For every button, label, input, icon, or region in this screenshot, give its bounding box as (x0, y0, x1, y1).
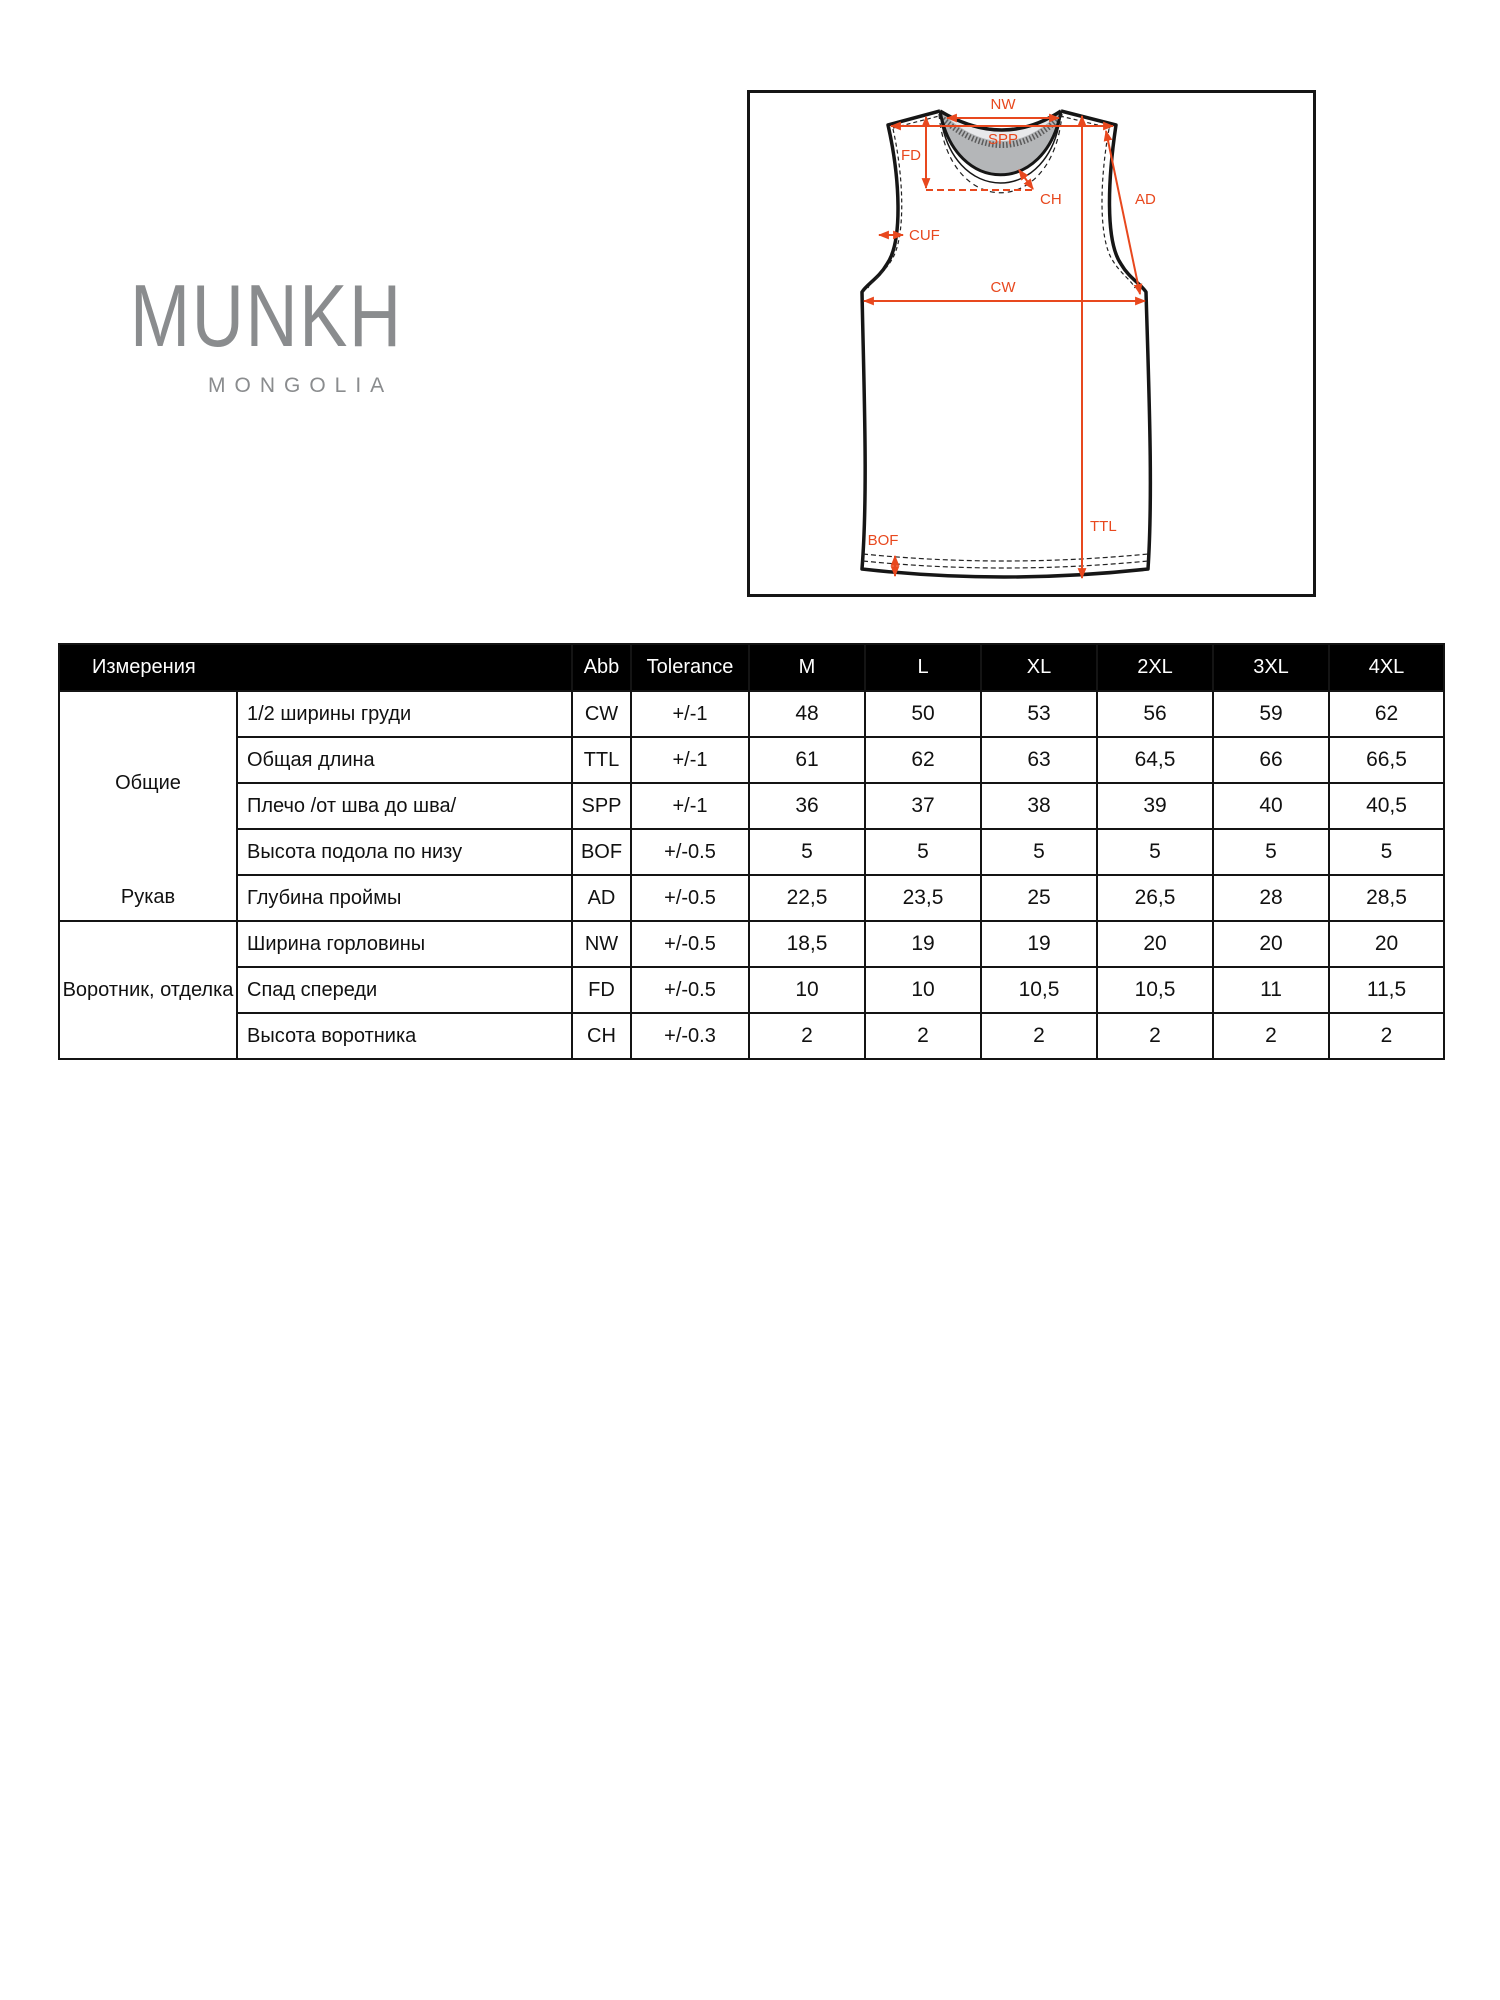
tank-top-illustration (750, 93, 1313, 594)
row-abb: TTL (572, 737, 631, 783)
size-value: 20 (1097, 921, 1213, 967)
size-value: 5 (1213, 829, 1329, 875)
size-value: 48 (749, 691, 865, 737)
row-tolerance: +/-0.3 (631, 1013, 749, 1059)
size-value: 5 (1329, 829, 1444, 875)
measurements-table (58, 643, 1445, 1060)
brand-subtitle: MONGOLIA (208, 374, 394, 397)
ad-label: AD (1135, 191, 1156, 208)
row-abb: CH (572, 1013, 631, 1059)
size-value: 53 (981, 691, 1097, 737)
header-measurements: Измерения (59, 644, 572, 691)
size-value: 28,5 (1329, 875, 1444, 921)
size-value: 2 (1329, 1013, 1444, 1059)
size-value: 2 (749, 1013, 865, 1059)
cuf-label: CUF (909, 227, 940, 244)
size-value: 66,5 (1329, 737, 1444, 783)
brand-name: MUNKH (130, 266, 403, 365)
table-row (59, 1013, 1444, 1059)
size-value: 20 (1329, 921, 1444, 967)
size-value: 25 (981, 875, 1097, 921)
size-value: 5 (1097, 829, 1213, 875)
row-abb: NW (572, 921, 631, 967)
size-value: 66 (1213, 737, 1329, 783)
size-value: 19 (981, 921, 1097, 967)
size-value: 2 (1213, 1013, 1329, 1059)
size-value: 36 (749, 783, 865, 829)
size-value: 20 (1213, 921, 1329, 967)
header-abb: Abb (572, 644, 631, 691)
right-armhole-seam (1102, 129, 1135, 288)
group-general: Общие (59, 691, 237, 875)
size-value: 5 (749, 829, 865, 875)
header-size-2xl: 2XL (1097, 644, 1213, 691)
size-value: 10 (865, 967, 981, 1013)
row-abb: CW (572, 691, 631, 737)
header-size-xl: XL (981, 644, 1097, 691)
size-value: 11,5 (1329, 967, 1444, 1013)
row-tolerance: +/-0.5 (631, 875, 749, 921)
row-name: Общая длина (237, 737, 572, 783)
group-sleeve: Рукав (59, 875, 237, 921)
ch-label: CH (1040, 191, 1062, 208)
size-value: 28 (1213, 875, 1329, 921)
size-value: 40,5 (1329, 783, 1444, 829)
size-value: 11 (1213, 967, 1329, 1013)
header-size-m: M (749, 644, 865, 691)
bof-label: BOF (867, 532, 899, 549)
size-value: 5 (865, 829, 981, 875)
cw-label: CW (990, 279, 1016, 296)
size-value: 38 (981, 783, 1097, 829)
brand-logo (130, 266, 463, 398)
size-value: 2 (1097, 1013, 1213, 1059)
size-value: 10 (749, 967, 865, 1013)
table-row (59, 875, 1444, 921)
ttl-label: TTL (1090, 518, 1117, 535)
size-value: 23,5 (865, 875, 981, 921)
size-value: 40 (1213, 783, 1329, 829)
size-value: 59 (1213, 691, 1329, 737)
tank-top-diagram (747, 90, 1316, 597)
size-value: 62 (1329, 691, 1444, 737)
size-value: 19 (865, 921, 981, 967)
row-tolerance: +/-1 (631, 783, 749, 829)
row-name: Ширина горловины (237, 921, 572, 967)
size-value: 22,5 (749, 875, 865, 921)
hem-stitch-1 (863, 554, 1148, 561)
row-name: Высота воротника (237, 1013, 572, 1059)
table-row (59, 783, 1444, 829)
table-header-row (59, 644, 1444, 691)
hem-stitch-2 (863, 561, 1148, 568)
row-name: Плечо /от шва до шва/ (237, 783, 572, 829)
size-value: 26,5 (1097, 875, 1213, 921)
row-tolerance: +/-1 (631, 737, 749, 783)
row-tolerance: +/-0.5 (631, 967, 749, 1013)
table-row (59, 967, 1444, 1013)
row-name: Высота подола по низу (237, 829, 572, 875)
fd-label: FD (901, 147, 921, 164)
row-name: Глубина проймы (237, 875, 572, 921)
row-name: Спад спереди (237, 967, 572, 1013)
row-tolerance: +/-0.5 (631, 921, 749, 967)
group-collar: Воротник, отделка (59, 921, 237, 1059)
table-row (59, 737, 1444, 783)
nw-label: NW (990, 96, 1016, 113)
row-abb: SPP (572, 783, 631, 829)
size-value: 37 (865, 783, 981, 829)
size-value: 5 (981, 829, 1097, 875)
size-value: 64,5 (1097, 737, 1213, 783)
size-value: 10,5 (1097, 967, 1213, 1013)
size-value: 61 (749, 737, 865, 783)
row-tolerance: +/-1 (631, 691, 749, 737)
row-name: 1/2 ширины груди (237, 691, 572, 737)
garment-outline (862, 111, 1150, 577)
row-abb: AD (572, 875, 631, 921)
table-row (59, 691, 1444, 737)
header-size-4xl: 4XL (1329, 644, 1444, 691)
row-tolerance: +/-0.5 (631, 829, 749, 875)
header-size-3xl: 3XL (1213, 644, 1329, 691)
table-row (59, 829, 1444, 875)
size-value: 18,5 (749, 921, 865, 967)
size-value: 56 (1097, 691, 1213, 737)
size-value: 39 (1097, 783, 1213, 829)
size-value: 63 (981, 737, 1097, 783)
row-abb: BOF (572, 829, 631, 875)
row-abb: FD (572, 967, 631, 1013)
size-value: 10,5 (981, 967, 1097, 1013)
spp-label: SPP (987, 131, 1019, 148)
header-tolerance: Tolerance (631, 644, 749, 691)
table-row (59, 921, 1444, 967)
size-value: 50 (865, 691, 981, 737)
size-value: 2 (865, 1013, 981, 1059)
header-size-l: L (865, 644, 981, 691)
size-value: 62 (865, 737, 981, 783)
size-value: 2 (981, 1013, 1097, 1059)
